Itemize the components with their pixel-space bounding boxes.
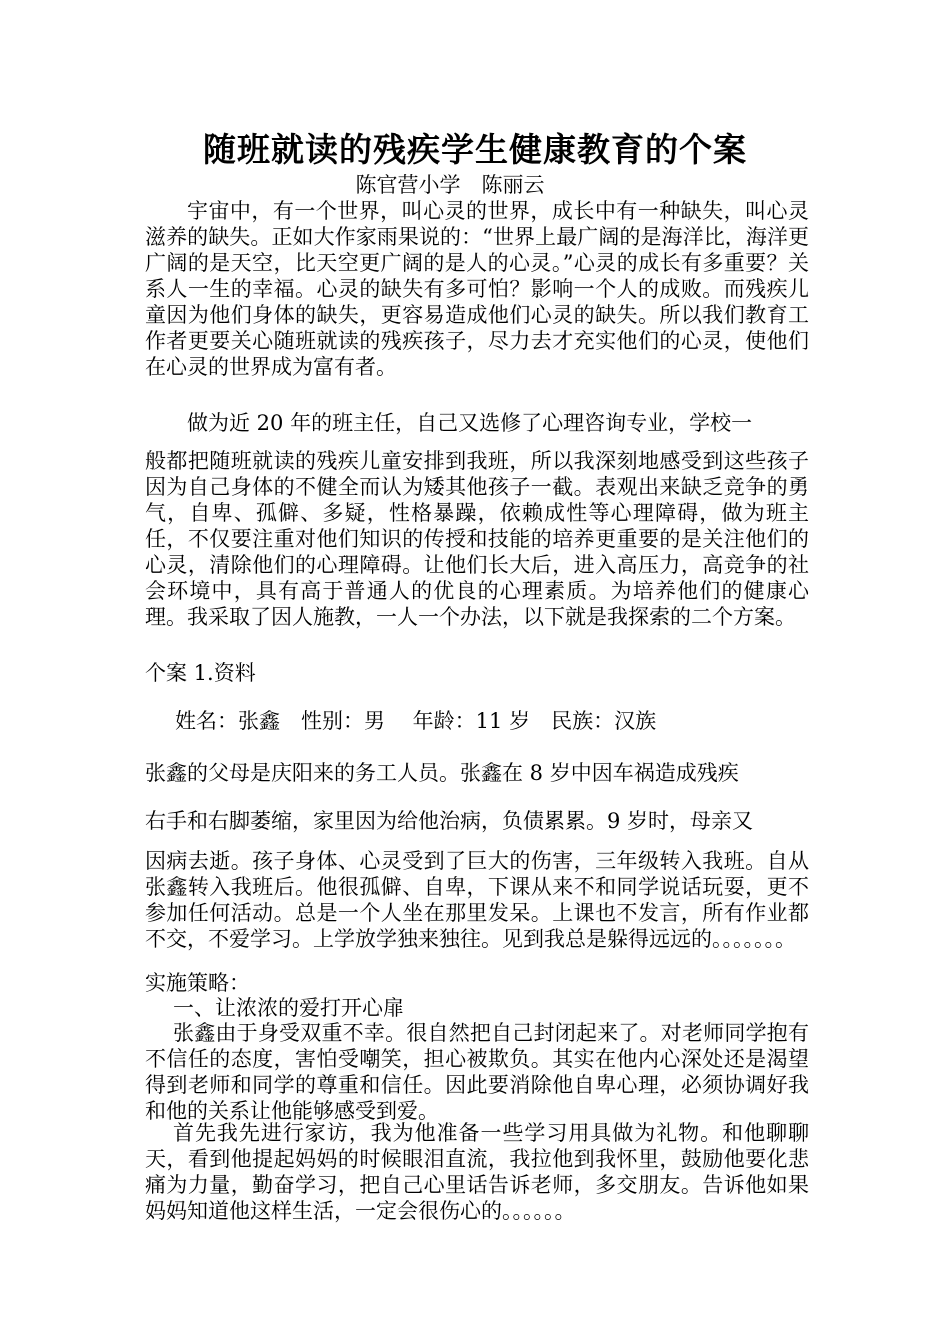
background-line-2: 右手和右脚萎缩，家里因为给他治病，负债累累。9 岁时，母亲又 [145,809,754,833]
paragraph-2-first-line: 做为近 20 年的班主任，自己又选修了心理咨询专业，学校一 [187,411,753,435]
intro-paragraph: 宇宙中，有一个世界，叫心灵的世界，成长中有一种缺失，叫心灵滋养的缺失。正如大作家雨果说的：“世界上最广阔的是海洋比，海洋更广阔的是天空，比天空更广阔的是人的心灵。”心灵的成长有多重要？关系人一生的幸福。心灵的缺失有多可怕？影响一个人的成败。而残疾儿童因为他们身体的缺失，更容易造成他们心灵的缺失。所以我们教育工作者更要关心随班就读的残疾孩子，尽力去才充实他们的心灵，使他们在心灵的世界成为富有者。 [145,199,809,379]
strategy-paragraph-2: 首先我先进行家访，我为他准备一些学习用具做为礼物。和他聊聊天，看到他提起妈妈的时候眼泪直流，我拉他到我怀里，鼓励他要化悲痛为力量，勤奋学习，把自己心里话告诉老师，多交朋友。告诉他如果妈妈知道他这样生活，一定会很伤心的。。。。。。 [145,1121,809,1223]
document-title: 随班就读的残疾学生健康教育的个案 [203,130,747,169]
background-line-1: 张鑫的父母是庆阳来的务工人员。张鑫在 8 岁中因车祸造成残疾 [145,761,739,785]
strategy-heading-1: 一、让浓浓的爱打开心扉 [173,996,404,1020]
case-heading: 个案 1.资料 [145,661,256,685]
paragraph-2-body: 般都把随班就读的残疾儿童安排到我班，所以我深刻地感受到这些孩子因为自己身体的不健全而认为矮其他孩子一截。表观出来缺乏竞争的勇气，自卑、孤僻、多疑，性格暴躁，依赖成性等心理障碍，做为班主任，不仅要注重对他们知识的传授和技能的培养更重要的是关注他们的心灵，清除他们的心理障碍。让他们长大后，进入高压力，高竞争的社会环境中，具有高于普通人的优良的心理素质。为培养他们的健康心理。我采取了因人施教，一人一个办法，以下就是我探索的二个方案。 [145,449,809,629]
author-line: 陈官营小学 陈丽云 [355,173,545,197]
background-body: 因病去逝。孩子身体、心灵受到了巨大的伤害，三年级转入我班。自从张鑫转入我班后。他很孤僻、自卑，下课从来不和同学说话玩耍，更不参加任何活动。总是一个人坐在那里发呆。上课也不发言，所有作业都不交，不爱学习。上学放学独来独往。见到我总是躲得远远的。。。。。。。 [145,849,809,951]
strategy-paragraph-1: 张鑫由于身受双重不幸。很自然把自己封闭起来了。对老师同学抱有不信任的态度，害怕受嘲笑，担心被欺负。其实在他内心深处还是渴望得到老师和同学的尊重和信任。因此要消除他自卑心理，必须协调好我和他的关系让他能够感受到爱。 [145,1021,809,1123]
strategy-label: 实施策略： [145,971,250,995]
student-profile: 姓名：张鑫 性别：男 年龄：11 岁 民族：汉族 [175,709,657,733]
